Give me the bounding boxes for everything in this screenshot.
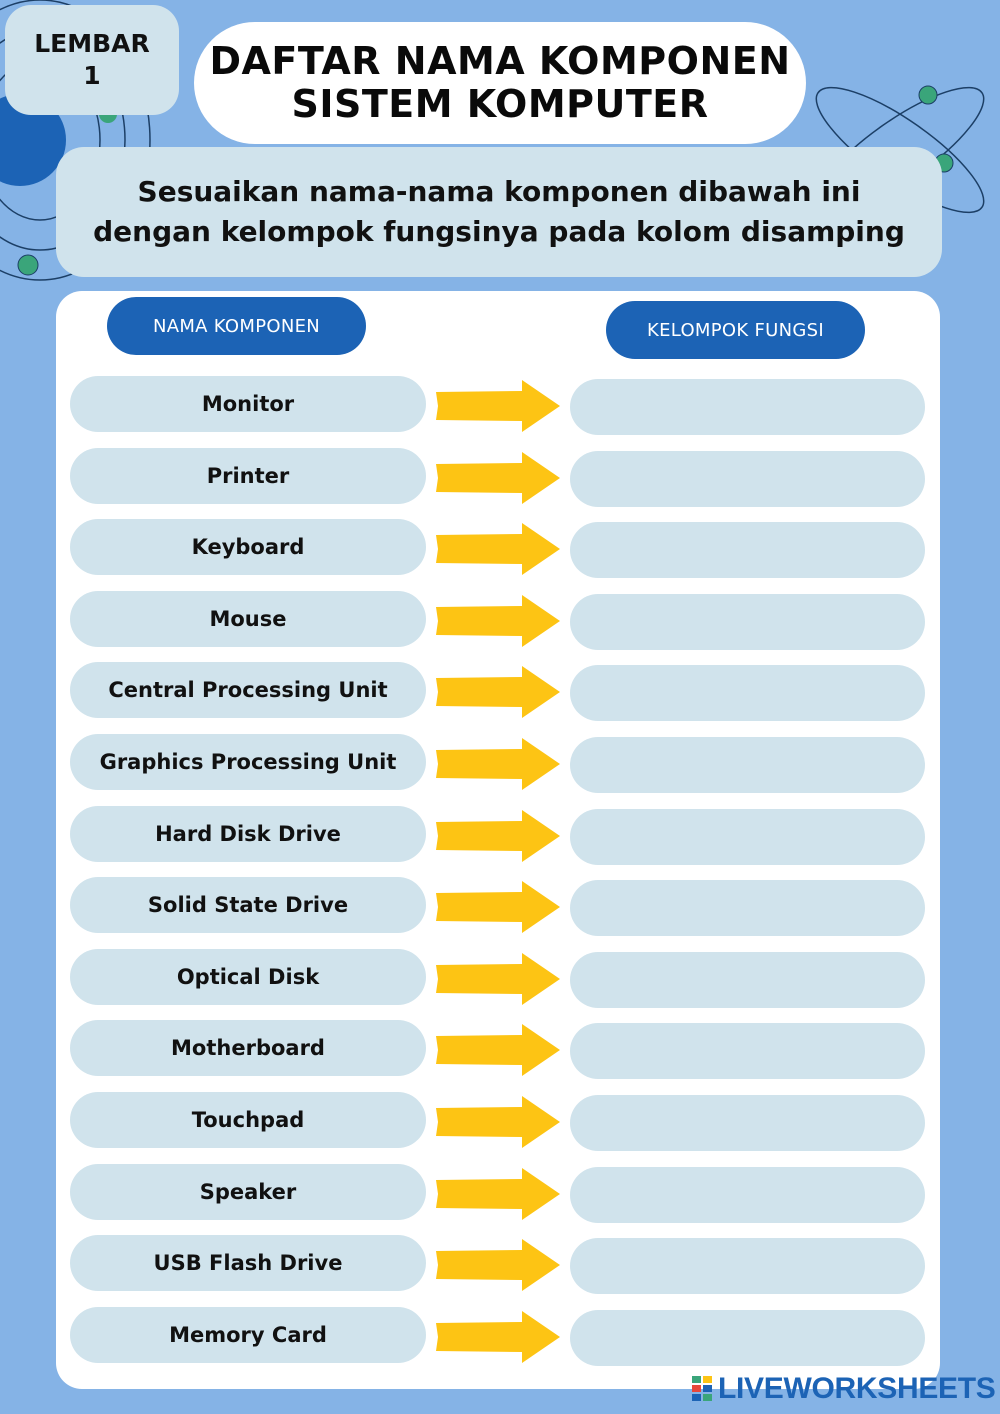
arrow-right-icon — [434, 1094, 562, 1150]
sheet-badge-label: LEMBAR — [34, 28, 150, 58]
function-group-answer-field[interactable] — [570, 522, 925, 578]
component-row — [70, 1235, 926, 1293]
component-name: Touchpad — [70, 1092, 426, 1148]
function-group-answer-field[interactable] — [570, 952, 925, 1008]
function-group-answer-field[interactable] — [570, 1167, 925, 1223]
liveworksheets-brand-text: LIVEWORKSHEETS — [718, 1372, 996, 1405]
function-group-answer-field[interactable] — [570, 379, 925, 435]
liveworksheets-icon — [692, 1374, 714, 1404]
arrow-right-icon — [434, 1309, 562, 1365]
instruction-line-2: dengan kelompok fungsinya pada kolom disamping — [93, 215, 905, 248]
component-name: Printer — [70, 448, 426, 504]
arrow-right-icon — [434, 1166, 562, 1222]
component-name: Monitor — [70, 376, 426, 432]
component-name: Central Processing Unit — [70, 662, 426, 718]
component-row — [70, 1164, 926, 1222]
function-group-answer-field[interactable] — [570, 1023, 925, 1079]
component-row — [70, 448, 926, 506]
component-name: Speaker — [70, 1164, 426, 1220]
component-name: Graphics Processing Unit — [70, 734, 426, 790]
component-row — [70, 1020, 926, 1078]
function-group-answer-field[interactable] — [570, 1238, 925, 1294]
sheet-badge-number: 1 — [83, 61, 101, 90]
component-row — [70, 662, 926, 720]
component-name: Optical Disk — [70, 949, 426, 1005]
header-component-name: NAMA KOMPONEN — [107, 297, 366, 355]
page-title-line-2: SISTEM KOMPUTER — [291, 82, 709, 126]
instruction-box — [56, 147, 942, 277]
arrow-right-icon — [434, 664, 562, 720]
component-name: Keyboard — [70, 519, 426, 575]
function-group-answer-field[interactable] — [570, 1095, 925, 1151]
component-row — [70, 949, 926, 1007]
arrow-right-icon — [434, 450, 562, 506]
dot-decoration — [919, 86, 937, 104]
function-group-answer-field[interactable] — [570, 451, 925, 507]
arrow-right-icon — [434, 1022, 562, 1078]
page-title-line-1: DAFTAR NAMA KOMPONEN — [209, 39, 791, 84]
function-group-answer-field[interactable] — [570, 809, 925, 865]
function-group-answer-field[interactable] — [570, 880, 925, 936]
component-row — [70, 806, 926, 864]
component-row — [70, 591, 926, 649]
arrow-right-icon — [434, 378, 562, 434]
component-name: Memory Card — [70, 1307, 426, 1363]
arrow-right-icon — [434, 593, 562, 649]
function-group-answer-field[interactable] — [570, 737, 925, 793]
function-group-answer-field[interactable] — [570, 1310, 925, 1366]
arrow-right-icon — [434, 808, 562, 864]
function-group-answer-field[interactable] — [570, 665, 925, 721]
liveworksheets-logo — [692, 1372, 996, 1406]
arrow-right-icon — [434, 1237, 562, 1293]
arrow-right-icon — [434, 879, 562, 935]
header-function-group: KELOMPOK FUNGSI — [606, 301, 865, 359]
arrow-right-icon — [434, 521, 562, 577]
arrow-right-icon — [434, 951, 562, 1007]
instruction-line-1: Sesuaikan nama-nama komponen dibawah ini — [137, 175, 861, 209]
page-title — [194, 22, 806, 144]
component-row — [70, 376, 926, 434]
component-row — [70, 1307, 926, 1365]
component-name: Motherboard — [70, 1020, 426, 1076]
component-row — [70, 734, 926, 792]
component-name: Solid State Drive — [70, 877, 426, 933]
dot-decoration — [18, 255, 38, 275]
sheet-badge — [5, 5, 179, 115]
component-name: Hard Disk Drive — [70, 806, 426, 862]
arrow-right-icon — [434, 736, 562, 792]
component-row — [70, 1092, 926, 1150]
component-row — [70, 877, 926, 935]
component-row — [70, 519, 926, 577]
function-group-answer-field[interactable] — [570, 594, 925, 650]
component-name: USB Flash Drive — [70, 1235, 426, 1291]
component-name: Mouse — [70, 591, 426, 647]
